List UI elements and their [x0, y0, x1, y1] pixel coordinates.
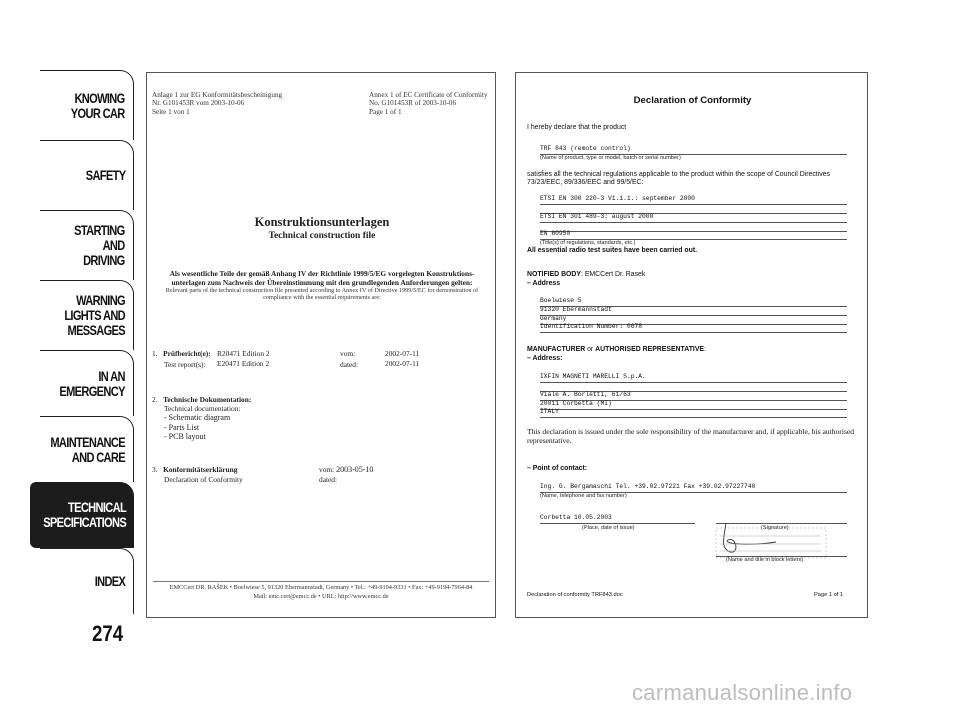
- regulations-caption: (Title(s) of regulations, standards, etc.): [540, 240, 636, 246]
- date-2: 2002-07-11: [385, 359, 420, 368]
- address-line: Germany: [540, 315, 847, 325]
- manufacturer-line: ITALY: [540, 408, 847, 418]
- manufacturer-address-label: – Address:: [527, 355, 563, 362]
- page-number: 274: [92, 621, 124, 646]
- footer-filename: Declaration of conformity TRF843.doc: [527, 592, 623, 598]
- document-footer: EMCCert DR. RAŠEK • Boelwiese 5, 91320 Ebermannstadt, Germany • Tel.: +49-9194-9331 • Fax: +49-9194-7964-84 Mail: emc.cert@emcc.de • URL: http://www.emcc.de: [153, 581, 489, 601]
- product-caption: (Name of product, type or model, batch or serial number): [540, 155, 681, 161]
- watermark: carmanualsonline.info: [632, 680, 853, 705]
- signature-stamp-icon: [706, 518, 846, 568]
- contact-field: Ing. G. Bergamaschi Tel. +39.02.97221 Fax +39.02.97227740: [540, 483, 847, 493]
- manufacturer-line: Viale A. Borletti, 61/63: [540, 391, 847, 401]
- tab-maintenance-and-care[interactable]: MAINTENANCE AND CARE: [40, 416, 134, 482]
- document-title: Konstruktionsunterlagen Technical construction file: [254, 215, 390, 241]
- date-sub: dated:: [340, 360, 359, 369]
- footer-page: Page 1 of 1: [814, 592, 844, 598]
- contact-caption: (Name, telephone and fax number): [540, 493, 627, 499]
- address-line: 91320 Ebermannstadt: [540, 306, 847, 316]
- address-line: Boelwiese 5: [540, 297, 847, 307]
- address-line: Identification Number: 0678: [540, 323, 847, 333]
- intro-text: Als wesentliche Teile der gemäß Anhang IV der Richtlinie 1999/5/EG vorgelegten Konstruktions-unterlagen zum Nachweis der Übereinstimmung mit den grundlegenden Anforderungen gelten: Relevant parts of the technical construction file presented according to Annex IV of Directive 1999/5/EC for demonstration of compliance with the essential requirements are:: [165, 269, 479, 301]
- contact-label: – Point of contact:: [527, 465, 588, 472]
- regulation-field: ETSI EN 301 489-3: august 2000: [540, 213, 847, 223]
- address-label: – Address: [527, 280, 561, 287]
- list-item: - Parts List: [164, 422, 200, 432]
- regulation-field: EN 60950: [540, 230, 847, 240]
- list-item: - PCB layout: [164, 432, 206, 442]
- satisfies-text: satisfies all the technical regulations applicable to the product within the scope of Council Directives 73/23/EEC, 89/336/EEC and 99/5/EC:: [527, 171, 830, 186]
- manufacturer-line: IXFIN MAGNETI MARELLI S.p.A.: [540, 373, 847, 383]
- section-technical-documentation: 2. Technische Dokumentation:: [152, 395, 252, 404]
- place-date-field: Corbetta 10.05.2003: [540, 514, 695, 524]
- section3-date: vom: 2003-05-10: [319, 465, 374, 474]
- tab-safety[interactable]: SAFETY: [40, 140, 134, 210]
- documentation-list: [124, 413, 230, 442]
- date-1: 2002-07-11: [385, 349, 420, 358]
- tab-knowing-your-car[interactable]: KNOWING YOUR CAR: [40, 70, 134, 140]
- section3-date-sub: dated:: [319, 475, 338, 484]
- manufacturer-label: MANUFACTURER or AUTHORISED REPRESENTATIVE:: [527, 346, 706, 353]
- list-item: - Schematic diagram: [164, 413, 231, 423]
- tab-warning-lights[interactable]: WARNING LIGHTS AND MESSAGES: [40, 280, 134, 350]
- test-report-2: E20471 Edition 2: [217, 359, 270, 368]
- product-field: TRF 843 (remote control): [540, 145, 847, 155]
- essential-text: All essential radio test suites have been carried out.: [527, 247, 698, 254]
- header-left: Anlage 1 zur EG Konformitätsbescheinigung Nr. G101453R vom 2003-10-06 Seite 1 von 1: [152, 91, 283, 116]
- section-test-reports: 1. Prüfbericht(e):: [152, 349, 211, 358]
- technical-construction-file: [146, 72, 496, 618]
- tab-in-an-emergency[interactable]: IN AN EMERGENCY: [40, 350, 134, 416]
- place-caption: (Place, date of issue): [582, 525, 635, 531]
- declaration-title: Declaration of Conformity: [633, 95, 752, 106]
- section1-sub: Test report(s):: [164, 360, 206, 369]
- date-label: vom:: [340, 349, 356, 358]
- regulation-field: ETSI EN 300 220-3 V1.1.1.: september 2000: [540, 195, 847, 205]
- section2-sub: Technical documentation:: [164, 404, 241, 413]
- name-caption: (Name and title in block letters): [726, 557, 804, 563]
- manufacturer-line: 20011 Corbetta (MI): [540, 400, 847, 410]
- header-right: Annex 1 of EC Certificate of Conformity No. G101453R of 2003-10-06 Page 1 of 1: [369, 91, 488, 116]
- section-declaration: 3. Konformitätserklärung: [152, 465, 238, 474]
- signature-caption: (Signature): [761, 525, 789, 531]
- test-report-1: R20471 Edition 2: [217, 349, 270, 358]
- tab-technical-specifications[interactable]: TECHNICAL SPECIFICATIONS: [40, 482, 134, 548]
- section3-sub: Declaration of Conformity: [164, 475, 243, 484]
- tab-starting-and-driving[interactable]: STARTING AND DRIVING: [40, 210, 134, 280]
- tab-index[interactable]: INDEX: [40, 548, 134, 614]
- notified-body: NOTIFIED BODY: EMCCert Dr. Rasek: [527, 271, 646, 278]
- responsibility-text: This declaration is issued under the sole responsibility of the manufacturer and, if applicable, his authorised representative.: [527, 427, 855, 445]
- declaration-of-conformity: [515, 72, 868, 618]
- declare-text: I hereby declare that the product: [527, 124, 627, 131]
